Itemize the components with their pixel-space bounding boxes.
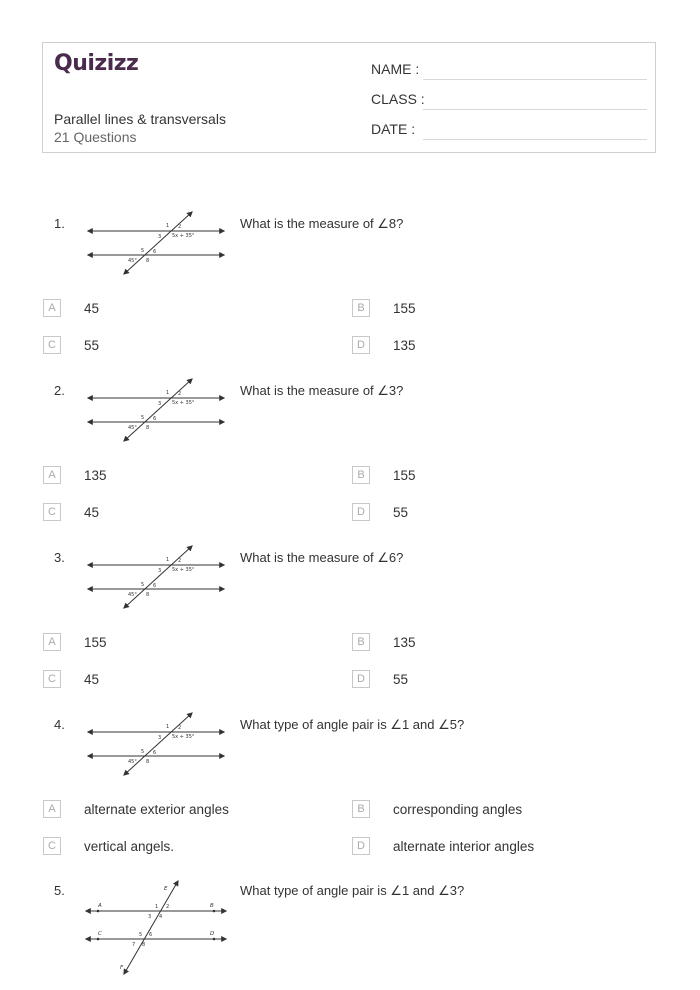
option-b-text[interactable]: 155: [393, 468, 416, 483]
svg-text:45°: 45°: [128, 759, 137, 765]
svg-text:45°: 45°: [128, 425, 137, 431]
option-a-text[interactable]: 135: [84, 468, 107, 483]
svg-text:6: 6: [153, 416, 157, 422]
svg-text:5: 5: [139, 932, 143, 938]
option-b-box[interactable]: B: [352, 299, 370, 317]
option-d-text[interactable]: alternate interior angles: [393, 839, 535, 854]
svg-text:2: 2: [166, 904, 170, 910]
svg-text:B: B: [210, 903, 214, 909]
svg-text:3: 3: [158, 735, 162, 741]
option-b-box[interactable]: B: [352, 800, 370, 818]
svg-text:1: 1: [166, 724, 170, 730]
svg-text:D: D: [210, 931, 215, 937]
question-text: What is the measure of ∠8?: [240, 216, 404, 231]
svg-text:6: 6: [153, 249, 157, 255]
svg-text:3: 3: [158, 568, 162, 574]
option-b-box[interactable]: B: [352, 633, 370, 651]
option-b-text[interactable]: 155: [393, 301, 416, 316]
svg-text:5x + 35°: 5x + 35°: [172, 233, 195, 239]
question-number: 5.: [54, 883, 65, 898]
option-a-box[interactable]: A: [43, 466, 61, 484]
option-d-box[interactable]: D: [352, 336, 370, 354]
question-text: What is the measure of ∠3?: [240, 383, 404, 398]
svg-text:3: 3: [148, 914, 152, 920]
name-label: NAME :: [371, 61, 420, 77]
worksheet-title: Parallel lines & transversals: [54, 111, 226, 127]
svg-text:3: 3: [158, 401, 162, 407]
question-number: 3.: [54, 550, 65, 565]
svg-text:5: 5: [141, 749, 145, 755]
svg-text:8: 8: [142, 942, 146, 948]
option-c-text[interactable]: 55: [84, 338, 100, 353]
svg-text:F: F: [120, 965, 124, 971]
svg-text:1: 1: [155, 904, 159, 910]
option-c-text[interactable]: 45: [84, 672, 100, 687]
date-label: DATE :: [371, 121, 416, 137]
svg-text:45°: 45°: [128, 592, 137, 598]
worksheet-header: [42, 42, 656, 153]
option-d-box[interactable]: D: [352, 837, 370, 855]
date-line[interactable]: [423, 139, 647, 140]
option-a-box[interactable]: A: [43, 800, 61, 818]
svg-text:2: 2: [178, 391, 182, 397]
svg-text:1: 1: [166, 557, 170, 563]
svg-text:6: 6: [153, 583, 157, 589]
svg-text:5: 5: [141, 582, 145, 588]
svg-text:8: 8: [146, 258, 150, 264]
question-text: What is the measure of ∠6?: [240, 550, 404, 565]
class-line[interactable]: [423, 109, 647, 110]
question-count: 21 Questions: [54, 129, 137, 145]
option-b-text[interactable]: corresponding angles: [393, 802, 523, 817]
svg-text:1: 1: [166, 390, 170, 396]
transversal-figure: [84, 878, 228, 978]
svg-text:5x + 35°: 5x + 35°: [172, 734, 195, 740]
option-d-text[interactable]: 55: [393, 505, 409, 520]
svg-text:2: 2: [178, 725, 182, 731]
question-number: 1.: [54, 216, 65, 231]
parallel-lines-figure: [84, 208, 228, 280]
parallel-lines-figure: [84, 542, 228, 614]
svg-text:5: 5: [141, 248, 145, 254]
quizizz-logo: Quizizz: [54, 51, 139, 76]
class-label: CLASS :: [371, 91, 425, 107]
svg-text:7: 7: [132, 942, 136, 948]
svg-text:6: 6: [149, 932, 153, 938]
question-text: What type of angle pair is ∠1 and ∠3?: [240, 883, 465, 898]
option-b-box[interactable]: B: [352, 466, 370, 484]
svg-text:A: A: [98, 903, 102, 909]
parallel-lines-figure: [84, 709, 228, 781]
svg-text:8: 8: [146, 592, 150, 598]
option-a-text[interactable]: 45: [84, 301, 100, 316]
svg-text:5x + 35°: 5x + 35°: [172, 567, 195, 573]
option-d-box[interactable]: D: [352, 670, 370, 688]
svg-text:8: 8: [146, 425, 150, 431]
question-text: What type of angle pair is ∠1 and ∠5?: [240, 717, 465, 732]
svg-text:5x + 35°: 5x + 35°: [172, 400, 195, 406]
svg-text:5: 5: [141, 415, 145, 421]
option-c-text[interactable]: vertical angels.: [84, 839, 175, 854]
option-a-text[interactable]: alternate exterior angles: [84, 802, 229, 817]
svg-text:1: 1: [166, 223, 170, 229]
parallel-lines-figure: [84, 375, 228, 447]
option-d-text[interactable]: 135: [393, 338, 416, 353]
svg-text:4: 4: [159, 914, 163, 920]
svg-text:E: E: [164, 886, 168, 892]
option-a-box[interactable]: A: [43, 633, 61, 651]
option-c-text[interactable]: 45: [84, 505, 100, 520]
svg-text:45°: 45°: [128, 258, 137, 264]
option-c-box[interactable]: C: [43, 670, 61, 688]
svg-text:6: 6: [153, 750, 157, 756]
question-number: 4.: [54, 717, 65, 732]
option-c-box[interactable]: C: [43, 336, 61, 354]
option-a-box[interactable]: A: [43, 299, 61, 317]
svg-text:8: 8: [146, 759, 150, 765]
option-a-text[interactable]: 155: [84, 635, 107, 650]
name-line[interactable]: [423, 79, 647, 80]
svg-text:2: 2: [178, 558, 182, 564]
option-c-box[interactable]: C: [43, 837, 61, 855]
svg-text:C: C: [98, 931, 102, 937]
svg-text:3: 3: [158, 234, 162, 240]
svg-text:2: 2: [178, 224, 182, 230]
option-c-box[interactable]: C: [43, 503, 61, 521]
option-b-text[interactable]: 135: [393, 635, 416, 650]
question-number: 2.: [54, 383, 65, 398]
option-d-box[interactable]: D: [352, 503, 370, 521]
option-d-text[interactable]: 55: [393, 672, 409, 687]
